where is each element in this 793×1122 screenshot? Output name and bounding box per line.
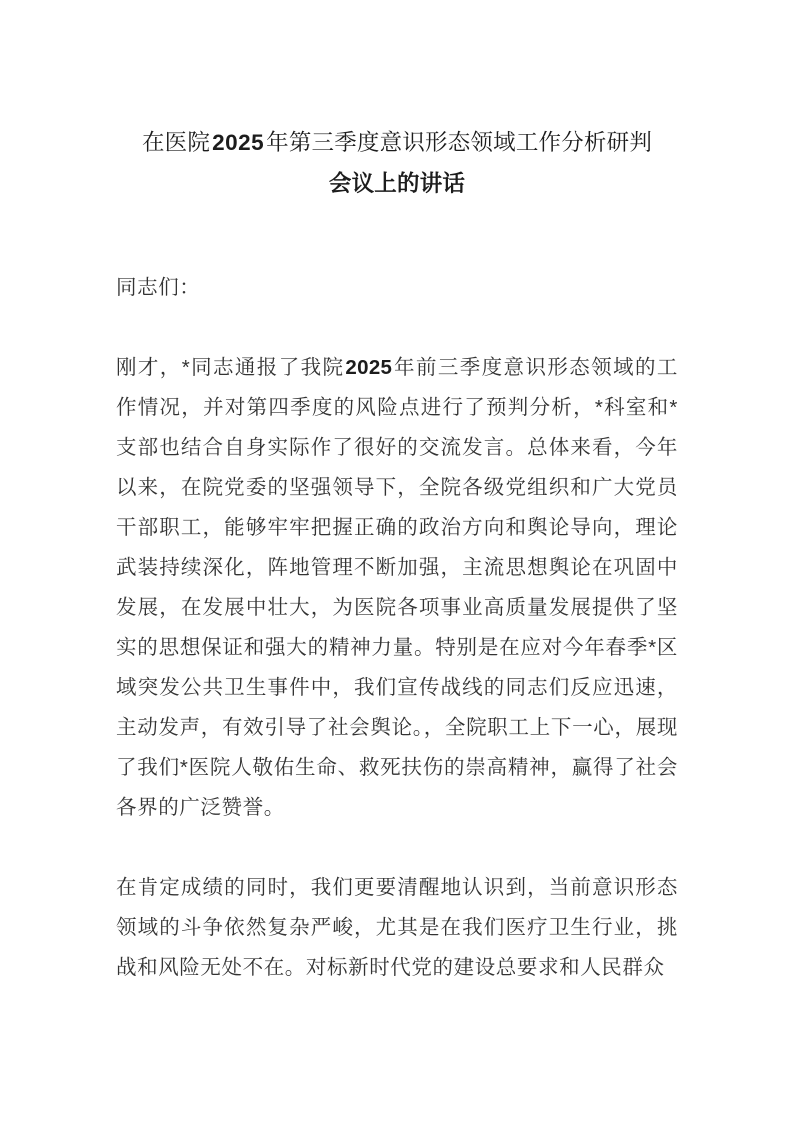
paragraph-2: 在肯定成绩的同时，我们更要清醒地认识到，当前意识形态领域的斗争依然复杂严峻，尤其是在我们医疗卫生行业，挑战和风险无处不在。对标新时代党的建设总要求和人民群众 [116, 876, 678, 979]
paragraph-1-part-b: 年前三季度意识形态领域的工作情况，并对第四季度的风险点进行了预判分析，*科室和*支部也结合自身实际作了很好的交流发言。总体来看，今年以来，在院党委的坚强领导下，全院各级党组织和广大党员干部职工，能够牢牢把握正确的政治方向和舆论导向，理论武装持续深化，阵地管理不断加强，主流思想舆论在巩固中发展，在发展中壮大，为医院各项事业高质量发展提供了坚实的思想保证和强大的精神力量。特别是在应对今年春季*区域突发公共卫生事件中，我们宣传战线的同志们反应迅速，主动发声，有效引导了社会舆论。，全院职工上下一心，展现了我们*医院人敬佑生命、救死扶伤的崇高精神，赢得了社会各界的广泛赞誉。 [116, 356, 678, 819]
paragraph-1 [116, 348, 678, 828]
paragraph-1-year-number: 2025 [345, 356, 393, 379]
title-line-1-suffix: 年第三季度意识形态领域工作分析研判 [266, 130, 653, 155]
title-year-number: 2025 [212, 130, 265, 155]
document-content [116, 0, 678, 988]
salutation-line: 同志们： [116, 276, 201, 299]
document-body [116, 268, 678, 988]
title-line-1 [116, 122, 678, 163]
title-line-2: 会议上的讲话 [328, 171, 466, 196]
page-title [116, 0, 678, 204]
paragraph-1-part-a: 刚才，*同志通报了我院 [116, 356, 345, 379]
title-line-1-prefix: 在医院 [141, 130, 211, 155]
